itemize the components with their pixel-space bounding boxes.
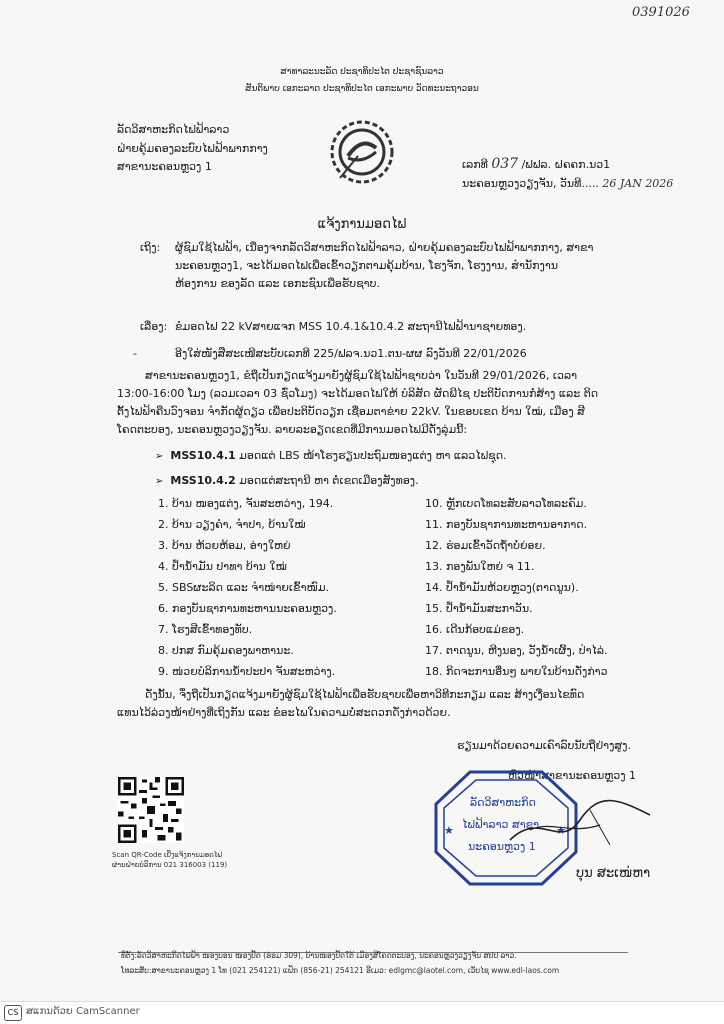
signature-icon — [500, 790, 660, 860]
area-item: 6. ກອງບັນຊາການທະຫານນະຄອນຫຼວງ. — [158, 602, 337, 615]
feeder-item: ➢ MSS10.4.2 ມອດແຕ່ສະຖານີ ຫາ ຕໍ່ເຂດເມືອງສັງທອງ. — [155, 474, 419, 487]
area-item: 1. ບ້ານ ໜອງແຕ່ງ, ຈັນສະຫວ່າງ, 194. — [158, 497, 334, 510]
feeder-item: ➢ MSS10.4.1 ມອດແຕ່ LBS ໜ້າໂຮງຮຽນປະຖົມໜອງແຕ່ງ ຫາ ແລວໄຟຊຸດ. — [155, 449, 507, 462]
subject-text: ຂໍມອດໄຟ 22 kVສາຍແຈກ MSS 10.4.1&10.4.2 ສະຖານີໄຟຟ້ານາຊາຍທອງ. — [175, 320, 527, 333]
area-item: 3. ບ້ານ ຫ້ວຍຫ້ອມ, ອ່າງໃຫຍ່ — [158, 539, 291, 552]
area-item: 11. ກອງບັນຊາການທະຫານອາກາດ. — [425, 518, 588, 531]
area-item: 10. ຫຼັກເບດໂທລະສັບລາວໂທລະຄົມ. — [425, 497, 587, 510]
area-item: 15. ປໍ້ານໍ້າມັນສະກາວັນ. — [425, 602, 533, 615]
camscanner-logo-icon: CS — [4, 1005, 22, 1021]
edl-logo-icon — [328, 118, 396, 186]
camscanner-label: ສແກນດ້ວຍ CamScanner — [26, 1006, 140, 1017]
subject-label: ເລື່ອງ: — [140, 320, 168, 333]
signatory-title: ຫົວໜ້າສາຂານະຄອນຫຼວງ 1 — [508, 769, 637, 782]
area-item: 5. SBSຜະລິດ ແລະ ຈຳໜ່າຍເຂົ້າໜົມ. — [158, 581, 330, 594]
area-item: 2. ບ້ານ ວຽງຄຳ, ຈຳປາ, ບ້ານໃໝ່ — [158, 518, 306, 531]
org-department: ຝ່າຍຄຸ້ມຄອງລະບົບໄຟຟ້າພາກກາງ — [117, 142, 268, 155]
svg-text:★: ★ — [556, 824, 566, 837]
corner-doc-number: 0391026 — [632, 5, 690, 20]
to-text: ຜູ້ຊົມໃຊ້ໄຟຟ້າ, ເນື່ອງຈາກລັດວິສາຫະກິດໄຟຟ້າລາວ, ຝ່າຍຄຸ້ມຄອງລະບົບໄຟຟ້າພາກກາງ, ສາຂານະຄອນຫຼວງ1, ຈະໄດ້ມອດໄຟເພື່ອເຂົ້າວຽກຕາມຄຸ້ມບ້ານ, ໂຮງຈັກ, ໂຮງງານ, ສຳນັກງານຫ້ອງການ ຂອງລັດ ແລະ ເອກະຊົນເພື່ອຮັບຊາບ. — [175, 241, 594, 291]
area-item: 8. ປກສ ກົມຄຸ້ມຄອງພາຫານະ. — [158, 644, 294, 657]
org-name: ລັດວິສາຫະກິດໄຟຟ້າລາວ — [117, 123, 230, 136]
qr-caption-line1: Scan QR-Code ເບີ່ງແຈ້ງການມອດໄຟ — [112, 851, 223, 859]
qr-code-icon — [118, 777, 184, 843]
reference-bullet: - — [133, 347, 137, 360]
area-item: 9. ໜ່ວຍບໍລິການນໍ້າປະປາ ຈັນສະຫວ່າງ. — [158, 665, 336, 678]
regards-line: ຮຽນມາດ້ວຍຄວາມເຄົາລົບນັບຖືຢ່າງສູງ. — [457, 739, 631, 752]
area-item: 12. ຮ່ອມເຂົ້າວັດຖໍ້າບໍ່ຍ່ອຍ. — [425, 539, 546, 552]
ref-number: ເລກທີ 037 /ຟຟລ. ຝຄຄກ.ນວ1 — [462, 156, 611, 172]
area-item: 16. ເດີນກ້ອບແມ່ຂອງ. — [425, 623, 525, 636]
page-title: ແຈ້ງການມອດໄຟ — [317, 217, 407, 232]
stamp-text-line2: ໄຟຟ້າລາວ ສາຂາ — [462, 818, 540, 831]
signatory-name: ບຸນ ສະເໜ່ຫາ — [576, 866, 651, 881]
national-header-line1: ສາທາລະນະລັດ ປະຊາທິປະໄຕ ປະຊາຊົນລາວ — [280, 67, 444, 77]
org-branch: ສາຂານະຄອນຫຼວງ 1 — [117, 160, 212, 173]
body-paragraph: ສາຂານະຄອນຫຼວງ1, ຂໍຖືເປັນກຽດແຈ້ງມາຍັງຜູ້ຊົມໃຊ້ໄຟຟ້າຊາບວ່າ ໃນວັນທີ 29/01/2026, ເວລາ 13:00-16:00 ໂມງ (ລວມເວລາ 03 ຊົ່ວໂມງ) ຈະໄດ້ມອດໄຟໃຫ້ ບໍລິສັດ ຜັດພີໄຊ ປະຕິບັດການກໍ່ສ້າງ ແລະ ຕິດຕັ້ງໄຟຟ້າຄືນວົງຈອນ ຈຳກັດຜູ້ດຽວ ເພື່ອປະຕິບັດວຽກ ເຊື່ອມຕາຂ່າຍ 22kV. ໃນຂອບເຂດ ບ້ານ ໃໝ່, ເມືອງ ສີໂຄດຕະບອງ, ນະຄອນຫຼວງວຽງຈັນ. ລາຍລະອຽດເຂດທີ່ມີການມອດໄຟມີດັ່ງລຸ່ມນີ້: — [117, 369, 599, 437]
area-item: 17. ຕາດນູນ, ຫີງນອງ, ວັງນໍ້າເຜິ້ງ, ປ່າໄລ່. — [425, 644, 608, 657]
footer-contact: ໂທລະສັບ:ສາຂານະຄອນຫຼວງ 1 ໂທ (021 254121) ແຟັກ (856-21) 254121 ອີເມວ: edlgmc@laotel.com, ເວັບໄຊ www.edl-laos.com — [121, 966, 560, 975]
national-header-line2: ສັນຕິພາບ ເອກະລາດ ປະຊາທິປະໄຕ ເອກະພາບ ວັດທະນະຖາວອນ — [245, 84, 479, 94]
reference-line: ອີງໃສ່ໜັງສືສະເໜີສະບັບເລກທີ 225/ຟລຈ.ນວ1.ຕນ-ຜຜ ລົງວັນທີ 22/01/2026 — [175, 347, 527, 360]
area-item: 7. ໂຮງສີເຂົ້າທອງທັບ. — [158, 623, 253, 636]
svg-text:★: ★ — [444, 824, 454, 837]
stamp-text-line3: ນະຄອນຫຼວງ 1 — [468, 840, 536, 853]
qr-caption-line2: ຜ່ານຝ່າຍບໍລິການ 021 316003 (119) — [112, 861, 228, 869]
place-date: ນະຄອນຫຼວງວຽງຈັນ, ວັນທີ..... 26 JAN 2026 — [462, 177, 674, 190]
area-item: 14. ປໍ້ານໍ້າມັນຫ້ວຍຫຼວງ(ຕາດນູນ). — [425, 581, 579, 594]
stamp-text-line1: ລັດວິສາຫະກິດ — [470, 796, 536, 809]
area-item: 13. ກອງພັນໃຫຍ່ ຈ 11. — [425, 560, 535, 573]
to-label: ເຖິງ: — [140, 241, 161, 254]
camscanner-bar — [0, 1001, 724, 1024]
closing-paragraph: ດັ່ງນັ້ນ, ຈຶ່ງຖືເປັນກຽດແຈ້ງມາຍັງຜູ້ຊົມໃຊ້ໄຟຟ້າເພື່ອຮັບຊາບເພື່ອຫາວິທີກະກຽມ ແລະ ສ້າງເງື່ອນໄຂທົດແທນໄວ້ລ່ວງໜ້າຢ່າງທີ່ເຖິງກັນ ແລະ ຂໍອະໄພໃນຄວາມບໍ່ສະດວກດັ່ງກ່າວດ້ວຍ. — [117, 688, 585, 720]
area-item: 4. ປໍ້ານໍ້າມັນ ປາທາ ບ້ານ ໃໝ່ — [158, 560, 287, 573]
footer-address: ທີ່ຕັ້ງ:ລັດວິສາຫະກິດໄຟຟ້າ ໜອງບອນ ໜອງປັດ (ຮ່ອມ 309), ບ້ານໜອງປັດໃຕ້ ເມືອງສີໂຄດຕະບອງ, ນະຄອນຫຼວງວຽງຈັນ ສປປ ລາວ. — [121, 951, 517, 960]
area-item: 18. ກິດຈະການອື່ນໆ ພາຍໃນບ້ານດັ່ງກ່າວ — [425, 665, 608, 678]
